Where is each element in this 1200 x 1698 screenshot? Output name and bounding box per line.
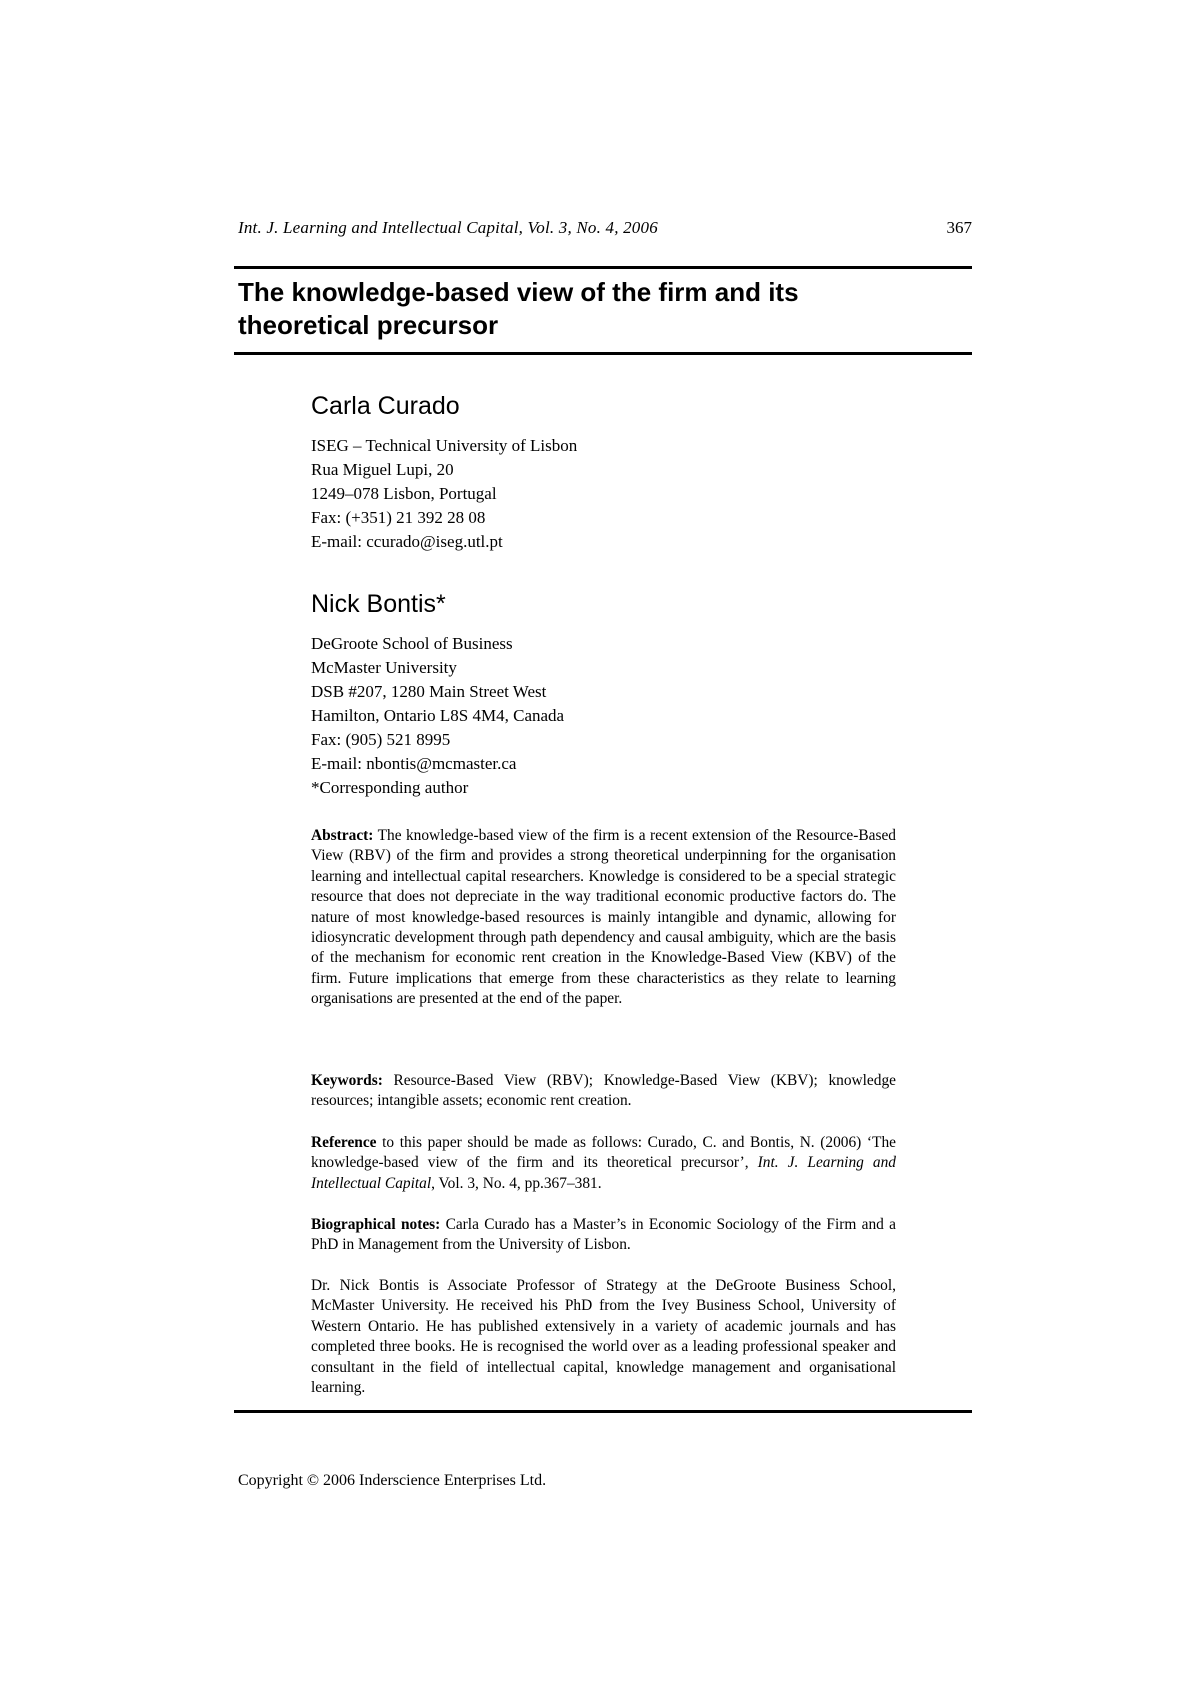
email-line: E-mail: nbontis@mcmaster.ca <box>311 754 517 773</box>
abstract-text: The knowledge-based view of the firm is a recent extension of the Resource-Based View (RBV) of the firm and provides a strong theoretical underpinning for the organisation learning and intellectual capital researchers. Knowledge is considered to be a special strategic resource that does not depreciate in the way traditional economic productive factors do. The nature of most knowledge-based resources is mainly intangible and dynamic, allowing for idiosyncratic development through path dependency and causal ambiguity, which are the basis of the mechanism for economic rent creation in the Knowledge-Based View (KBV) of the firm. Future implications that emerge from these characteristics as they relate to learning organisations are presented at the end of the paper. <box>311 827 896 1008</box>
keywords-paragraph <box>311 1071 896 1112</box>
article-title <box>238 276 958 342</box>
article-title-line-2: theoretical precursor <box>238 310 499 340</box>
author-name: Carla Curado <box>311 392 460 420</box>
bottom-rule-divider <box>234 1410 972 1413</box>
address-street: Rua Miguel Lupi, 20 <box>311 460 454 479</box>
bio-notes-paragraph <box>311 1215 896 1256</box>
journal-citation: Int. J. Learning and Intellectual Capital, Vol. 3, No. 4, 2006 <box>238 218 658 237</box>
address-street: DSB #207, 1280 Main Street West <box>311 682 547 701</box>
bio-notes-curado: Carla Curado has a Master’s in Economic Sociology of the Firm and a PhD in Management from the University of Lisbon. <box>311 1216 896 1254</box>
top-rule-divider <box>234 266 972 269</box>
reference-label: Reference <box>311 1134 377 1151</box>
affiliation-line: ISEG – Technical University of Lisbon <box>311 436 578 455</box>
abstract-paragraph <box>311 826 896 1010</box>
affiliation-line: DeGroote School of Business <box>311 634 513 653</box>
bio-notes-label: Biographical notes: <box>311 1216 441 1233</box>
fax-line: Fax: (905) 521 8995 <box>311 730 451 749</box>
reference-paragraph <box>311 1133 896 1194</box>
email-line: E-mail: ccurado@iseg.utl.pt <box>311 532 503 551</box>
running-head <box>238 218 972 242</box>
keywords-label: Keywords: <box>311 1072 383 1089</box>
reference-text: to this paper should be made as follows: Curado, C. and Bontis, N. (2006) ‘The knowledge-based view of the firm and its theoretical precursor’, <box>311 1134 896 1172</box>
author-block-bontis <box>311 588 911 800</box>
keywords-text: Resource-Based View (RBV); Knowledge-Based View (KBV); knowledge resources; intangible assets; economic rent creation. <box>311 1072 896 1110</box>
author-block-curado <box>311 390 911 554</box>
copyright-notice: Copyright © 2006 Inderscience Enterprises Ltd. <box>238 1472 547 1489</box>
bio-notes-bontis: Dr. Nick Bontis is Associate Professor of Strategy at the DeGroote Business School, McMaster University. He received his PhD from the Ivey Business School, University of Western Ontario. He has published extensively in a variety of academic journals and has completed three books. He is recognised the world over as a leading professional speaker and consultant in the field of intellectual capital, knowledge management and organisational learning. <box>311 1277 896 1397</box>
fax-line: Fax: (+351) 21 392 28 08 <box>311 508 486 527</box>
title-bottom-rule-divider <box>234 352 972 355</box>
affiliation-line: McMaster University <box>311 658 457 677</box>
abstract-label: Abstract: <box>311 827 374 844</box>
reference-volume: , Vol. 3, No. 4, pp.367–381. <box>431 1174 602 1192</box>
author-name: Nick Bontis* <box>311 590 446 618</box>
address-city: 1249–078 Lisbon, Portugal <box>311 484 497 503</box>
reference-journal: Int. J. Learning and Intellectual Capital <box>311 1154 896 1192</box>
address-city: Hamilton, Ontario L8S 4M4, Canada <box>311 706 565 725</box>
page-number: 367 <box>946 218 972 237</box>
corresponding-author-note: *Corresponding author <box>311 778 469 797</box>
article-title-line-1: The knowledge-based view of the firm and its <box>238 277 799 307</box>
